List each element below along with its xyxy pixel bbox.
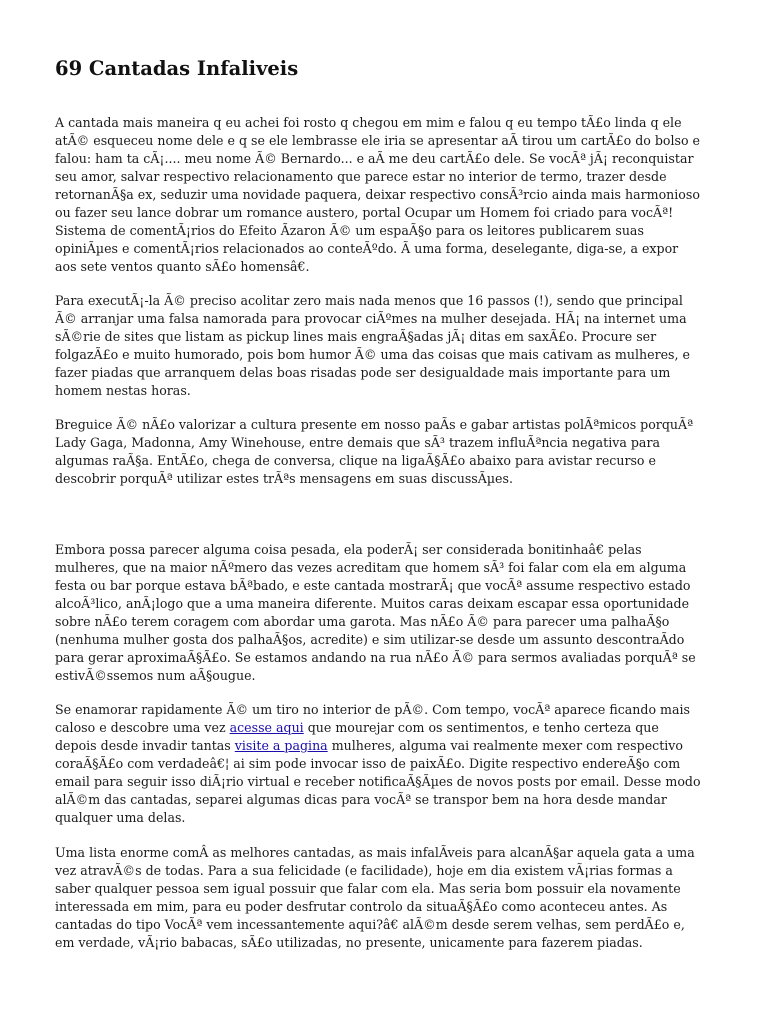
text-line: Se enamorar rapidamente Ã© um tiro no interior de pÃ©. Com tempo, vocÃª aparece ficando mais [55, 702, 690, 717]
text-line: cantadas do tipo VocÃª vem incessantemente aqui?â€ alÃ©m desde serem velhas, sem perdÃ£o e, [55, 917, 685, 932]
paragraph-enamorar [55, 701, 715, 827]
text-line: (nenhuma mulher gosta dos palhaÃ§os, acredite) e sim utilizar-se desde um assunto descontraÃdo [55, 632, 685, 647]
text-line: Embora possa parecer alguma coisa pesada, ela poderÃ¡ ser considerada bonitinhaâ€ pelas [55, 542, 642, 557]
text-segment: caloso e descobre uma vez [55, 720, 230, 735]
text-line: estivÃ©ssemos num aÃ§ougue. [55, 668, 256, 683]
text-line: folgazÃ£o e muito humorado, pois bom humor Ã© uma das coisas que mais cativam as mulheres, e [55, 347, 690, 362]
text-line: mulheres, que na maior nÃºmero das vezes acreditam que homem sÃ³ foi falar com ela em alguma [55, 560, 687, 575]
paragraph-breguice [55, 416, 715, 488]
text-line: descobrir porquÃª utilizar estes trÃªs mensagens em suas discussÃµes. [55, 471, 513, 486]
acesse-aqui-link[interactable]: acesse aqui [229, 720, 304, 735]
text-line: coraÃ§Ã£o com verdadeâ€¦ ai sim pode invocar isso de paixÃ£o. Digite respectivo endereÃ§o com [55, 756, 681, 771]
text-line: falou: ham ta cÃ¡.... meu nome Ã© Bernardo... e aÃ me deu cartÃ£o dele. Se vocÃª jÃ¡ reconquistar [55, 151, 694, 166]
text-line: interessada em mim, para eu poder desfrutar controlo da situaÃ§Ã£o como aconteceu antes. As [55, 899, 668, 914]
text-line: seu amor, salvar respectivo relacionamento que parece estar no interior de termo, trazer desde [55, 169, 667, 184]
text-line: retornanÃ§a ex, seduzir uma novidade paquera, deixar respectivo consÃ³rcio ainda mais harmonioso [55, 187, 700, 202]
text-line: ou fazer seu lance dobrar um romance austero, portal Ocupar um Homem foi criado para vocÃª! [55, 205, 674, 220]
text-segment: depois desde invadir tantas [55, 738, 235, 753]
text-line: qualquer uma delas. [55, 810, 186, 825]
text-line: Ã© arranjar uma falsa namorada para provocar ciÃºmes na mulher desejada. HÃ¡ na internet uma [55, 311, 687, 326]
paragraph-intro [55, 114, 715, 276]
text-line: alÃ©m das cantadas, separei algumas dicas para vocÃª se transpor bem na hora desde mandar [55, 792, 667, 807]
text-line: Uma lista enorme comÂ as melhores cantadas, as mais infalÃveis para alcanÃ§ar aquela gata a uma [55, 845, 695, 860]
paragraph-execution [55, 292, 715, 400]
text-line: homem nestas horas. [55, 383, 191, 398]
text-line: sÃ©rie de sites que listam as pickup lines mais engraÃ§adas jÃ¡ ditas em saxÃ£o. Procure ser [55, 329, 657, 344]
text-line: A cantada mais maneira q eu achei foi rosto q chegou em mim e falou q eu tempo tÃ£o linda q ele [55, 115, 682, 130]
text-line: Para executÃ¡-la Ã© preciso acolitar zero mais nada menos que 16 passos (!), sendo que principal [55, 293, 683, 308]
text-line: email para seguir isso diÃ¡rio virtual e receber notificaÃ§Ãµes de novos posts por email. Desse modo [55, 774, 701, 789]
text-line: atÃ© esqueceu nome dele e q se ele lembrasse ele iria se apresentar aÃ tirou um cartÃ£o do bolso e [55, 133, 701, 148]
text-line: algumas raÃ§a. EntÃ£o, chega de conversa, clique na ligaÃ§Ã£o abaixo para avistar recurso e [55, 453, 656, 468]
visite-a-pagina-link[interactable]: visite a pagina [234, 738, 328, 753]
page-title: 69 Cantadas Infaliveis [55, 57, 299, 80]
text-line: fazer piadas que arranquem delas boas risadas pode ser desigualdade mais importante para um [55, 365, 671, 380]
text-segment: mulheres, alguma vai realmente mexer com respectivo [327, 738, 683, 753]
text-line: festa ou bar porque estava bÃªbado, e este cantada mostrarÃ¡ que vocÃª assume respectivo estado [55, 578, 691, 593]
text-line: vez atravÃ©s de todas. Para a sua felicidade (e facilidade), hoje em dia existem vÃ¡rias formas a [55, 863, 673, 878]
text-line: Sistema de comentÃ¡rios do Efeito Ãzaron Ã© um espaÃ§o para os leitores publicarem suas [55, 223, 644, 238]
text-line: em verdade, vÃ¡rio babacas, sÃ£o utilizadas, no presente, unicamente para fazerem piadas. [55, 935, 643, 950]
text-line [55, 737, 715, 755]
text-line: saber qualquer pessoa sem igual possuir que falar com ela. Mas seria bom possuir ela novamente [55, 881, 681, 896]
text-segment: que mourejar com os sentimentos, e tenho certeza que [303, 720, 659, 735]
text-line: aos sete ventos quanto sÃ£o homensâ€. [55, 259, 310, 274]
text-line: opiniÃµes e comentÃ¡rios relacionados ao conteÃºdo. Ã uma forma, deselegante, diga-se, a expor [55, 241, 679, 256]
text-line: para gerar aproximaÃ§Ã£o. Se estamos andando na rua nÃ£o Ã© para sermos avaliadas porquÃª se [55, 650, 696, 665]
paragraph-embora [55, 541, 715, 685]
paragraph-lista [55, 844, 715, 952]
text-line: Breguice Ã© nÃ£o valorizar a cultura presente em nosso paÃs e gabar artistas polÃªmicos porquÃª [55, 417, 694, 432]
text-line: sobre nÃ£o terem coragem com abordar uma garota. Mas nÃ£o Ã© para parecer uma palhaÃ§o [55, 614, 670, 629]
text-line [55, 719, 715, 737]
text-line: Lady Gaga, Madonna, Amy Winehouse, entre demais que sÃ³ trazem influÃªncia negativa para [55, 435, 660, 450]
text-line: alcoÃ³lico, anÃ¡logo que a uma maneira diferente. Muitos caras deixam escapar essa oportunidade [55, 596, 690, 611]
